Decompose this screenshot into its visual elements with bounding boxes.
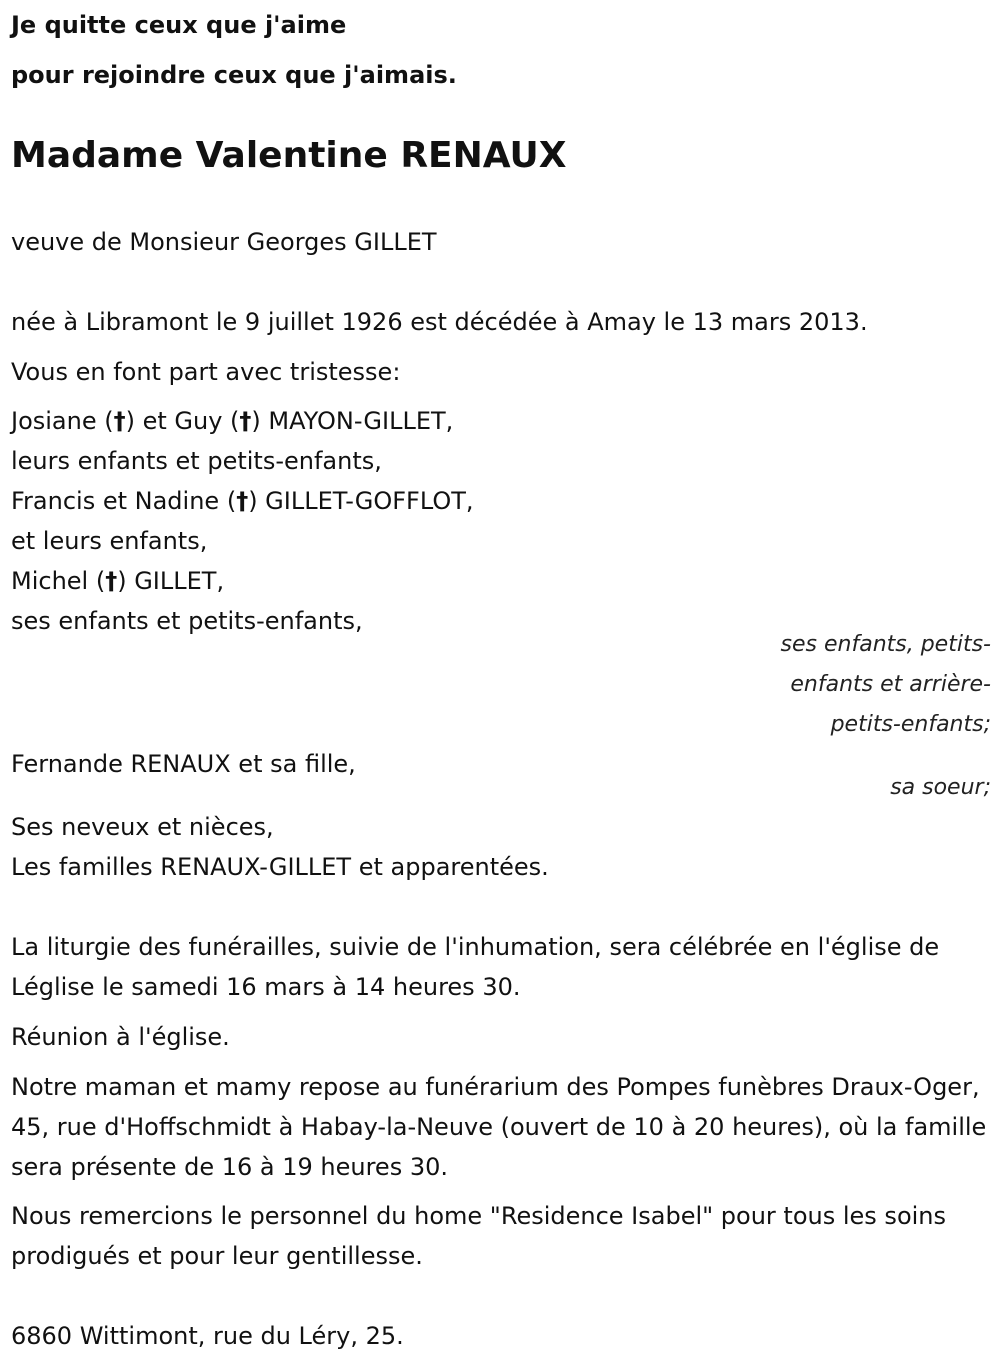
meeting-paragraph: Réunion à l'église. (11, 1023, 230, 1051)
liturgy-paragraph: La liturgie des funérailles, suivie de l'inhumation, sera célébrée en l'église de Léglise le samedi 16 mars à 14 heures 30. (11, 933, 940, 1001)
cross-icon: † (113, 407, 126, 435)
children-note-line-1: ses enfants, petits- (780, 632, 991, 657)
sister-line: Fernande RENAUX et sa fille, (11, 750, 356, 778)
families-line: Les familles RENAUX-GILLET et apparentées. (11, 853, 549, 881)
children-note-line-2: enfants et arrière- (790, 672, 991, 697)
widow-of-line: veuve de Monsieur Georges GILLET (11, 228, 437, 256)
funeral-home-paragraph: Notre maman et mamy repose au funérarium des Pompes funèbres Draux-Oger, 45, rue d'Hoffschmidt à Habay-la-Neuve (ouvert de 10 à 20 heures), où la famille sera présente de 16 à 19 heures 30. (11, 1073, 987, 1181)
address-line: 6860 Wittimont, rue du Léry, 25. (11, 1322, 404, 1350)
children-note-line-3: petits-enfants; (830, 712, 991, 737)
deceased-name: Madame Valentine RENAUX (11, 135, 567, 176)
family-child-2-descendants: et leurs enfants, (11, 527, 208, 555)
birth-death-line: née à Libramont le 9 juillet 1926 est décédée à Amay le 13 mars 2013. (11, 308, 868, 336)
verse-line-2: pour rejoindre ceux que j'aimais. (11, 61, 457, 89)
family-child-1-descendants: leurs enfants et petits-enfants, (11, 447, 382, 475)
cross-icon: † (239, 407, 252, 435)
family-child-1: Josiane (†) et Guy (†) MAYON-GILLET, (11, 401, 453, 441)
thanks-paragraph: Nous remercions le personnel du home "Residence Isabel" pour tous les soins prodigués et pour leur gentillesse. (11, 1202, 947, 1270)
cross-icon: † (105, 567, 118, 595)
family-child-2: Francis et Nadine (†) GILLET-GOFFLOT, (11, 481, 474, 521)
nephews-line: Ses neveux et nièces, (11, 813, 274, 841)
family-child-3-descendants: ses enfants et petits-enfants, (11, 607, 363, 635)
announcement-intro: Vous en font part avec tristesse: (11, 358, 401, 386)
verse-line-1: Je quitte ceux que j'aime (11, 11, 347, 39)
family-child-3: Michel (†) GILLET, (11, 561, 224, 601)
sister-note: sa soeur; (890, 775, 991, 800)
cross-icon: † (236, 487, 249, 515)
